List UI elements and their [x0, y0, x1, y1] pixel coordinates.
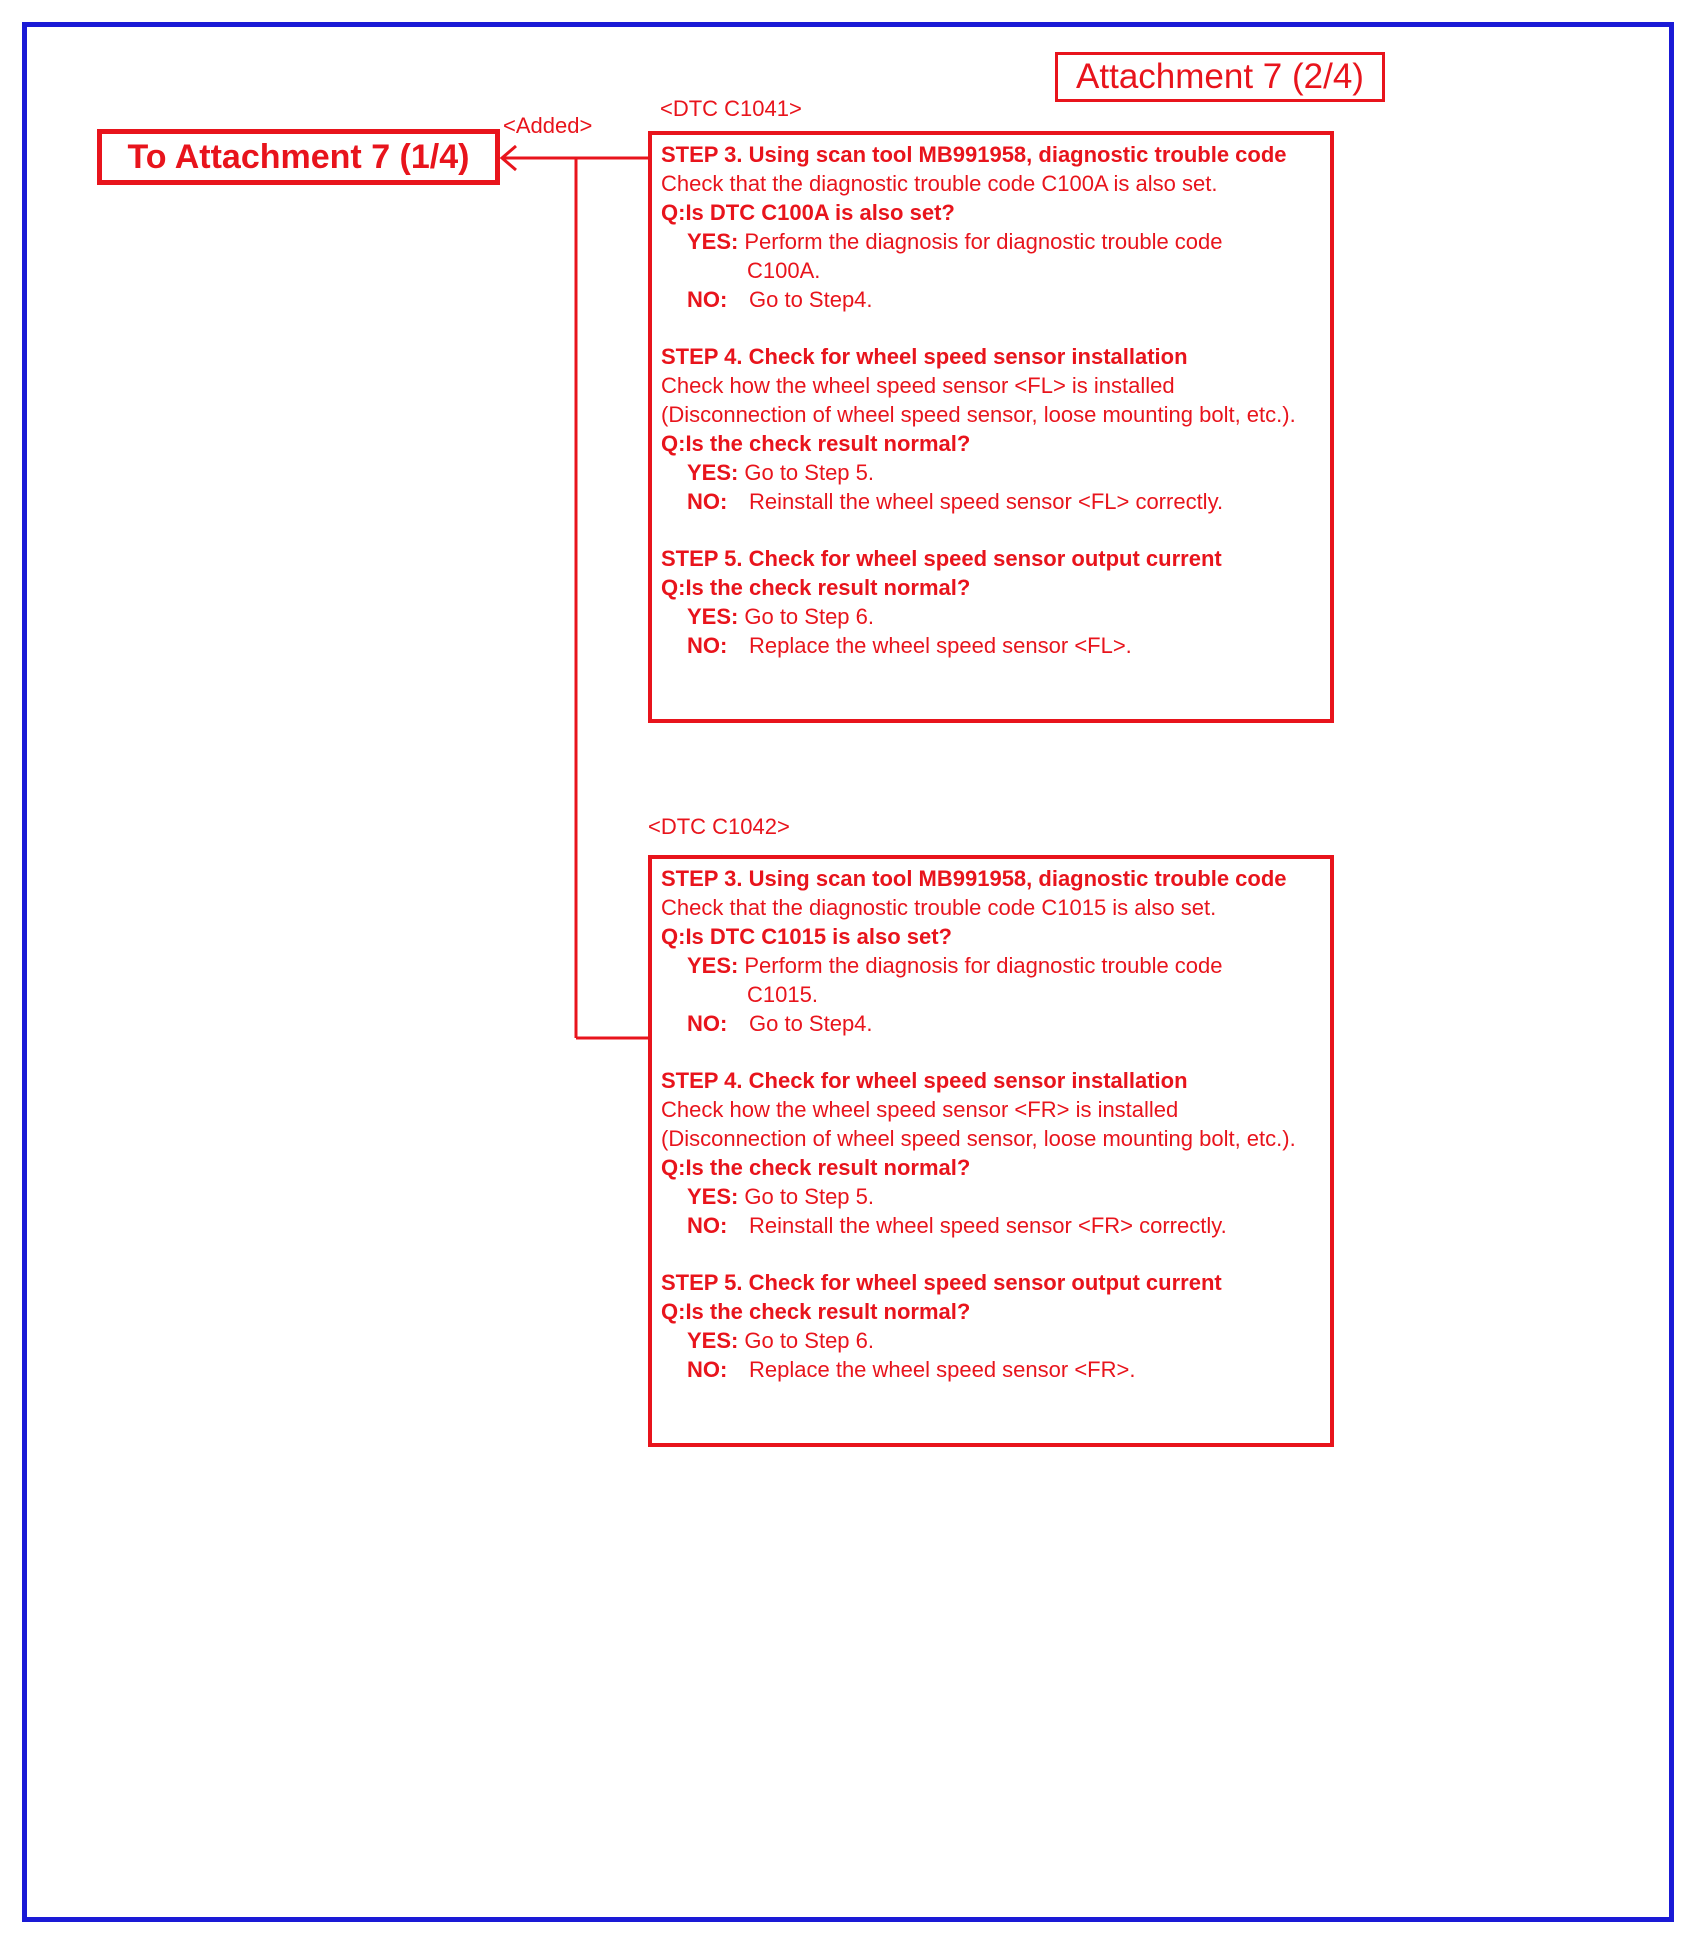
- yes-key: YES:: [687, 953, 739, 978]
- step-title: STEP 5. Check for wheel speed sensor output current: [661, 1270, 1222, 1295]
- yes-text: Go to Step 5.: [744, 1184, 874, 1209]
- no-answer: [661, 631, 1322, 660]
- no-answer: [661, 1211, 1322, 1240]
- step-5: [661, 544, 1322, 660]
- dtc-label-c1042: <DTC C1042>: [648, 814, 790, 839]
- no-answer: [661, 1355, 1322, 1384]
- step-3: [661, 140, 1322, 314]
- step-question: Q:Is the check result normal?: [661, 575, 971, 600]
- step-3: [661, 864, 1322, 1038]
- no-answer: [661, 487, 1322, 516]
- yes-key: YES:: [687, 1328, 739, 1353]
- step-text: Check how the wheel speed sensor <FR> is installed (Disconnection of wheel speed sensor, loose mounting bolt, etc.).: [661, 1097, 1296, 1151]
- step-question: Q:Is the check result normal?: [661, 1299, 971, 1324]
- step-question: Q:Is DTC C100A is also set?: [661, 200, 955, 225]
- to-attachment-link[interactable]: To Attachment 7 (1/4): [97, 129, 500, 185]
- step-text: Check that the diagnostic trouble code C100A is also set.: [661, 171, 1218, 196]
- step-question: Q:Is DTC C1015 is also set?: [661, 924, 952, 949]
- yes-text: Perform the diagnosis for diagnostic trouble code: [744, 229, 1223, 254]
- yes-text: Go to Step 6.: [744, 1328, 874, 1353]
- yes-continuation: C1015.: [747, 982, 818, 1007]
- step-title: STEP 5. Check for wheel speed sensor output current: [661, 546, 1222, 571]
- yes-answer: [661, 458, 1322, 487]
- yes-key: YES:: [687, 1184, 739, 1209]
- yes-answer: [661, 602, 1322, 631]
- no-answer: [661, 285, 1322, 314]
- no-text: Replace the wheel speed sensor <FR>.: [749, 1357, 1136, 1382]
- no-key: NO:: [687, 633, 728, 658]
- no-text: Reinstall the wheel speed sensor <FL> correctly.: [749, 489, 1224, 514]
- no-answer: [661, 1009, 1322, 1038]
- no-text: Go to Step4.: [749, 287, 873, 312]
- yes-answer: [661, 1326, 1322, 1355]
- step-question: Q:Is the check result normal?: [661, 1155, 971, 1180]
- step-title: STEP 4. Check for wheel speed sensor installation: [661, 1068, 1188, 1093]
- no-text: Go to Step4.: [749, 1011, 873, 1036]
- dtc-c1042-box: [648, 855, 1334, 1447]
- no-key: NO:: [687, 489, 728, 514]
- yes-text: Go to Step 5.: [744, 460, 874, 485]
- no-key: NO:: [687, 287, 728, 312]
- step-text: Check how the wheel speed sensor <FL> is installed (Disconnection of wheel speed sensor, loose mounting bolt, etc.).: [661, 373, 1296, 427]
- yes-text: Go to Step 6.: [744, 604, 874, 629]
- dtc-c1041-box: [648, 131, 1334, 723]
- step-5: [661, 1268, 1322, 1384]
- dtc-label-c1041: <DTC C1041>: [660, 96, 802, 121]
- yes-key: YES:: [687, 604, 739, 629]
- yes-text: Perform the diagnosis for diagnostic trouble code: [744, 953, 1223, 978]
- yes-key: YES:: [687, 460, 739, 485]
- step-text: Check that the diagnostic trouble code C1015 is also set.: [661, 895, 1217, 920]
- step-title: STEP 3. Using scan tool MB991958, diagnostic trouble code: [661, 142, 1287, 167]
- yes-continuation: C100A.: [747, 258, 821, 283]
- step-title: STEP 4. Check for wheel speed sensor installation: [661, 344, 1188, 369]
- yes-answer: [661, 227, 1322, 256]
- step-4: [661, 342, 1322, 516]
- added-label: <Added>: [503, 113, 593, 138]
- yes-answer: [661, 951, 1322, 980]
- yes-answer: [661, 1182, 1322, 1211]
- step-4: [661, 1066, 1322, 1240]
- no-key: NO:: [687, 1011, 728, 1036]
- attachment-title: Attachment 7 (2/4): [1055, 52, 1385, 102]
- yes-key: YES:: [687, 229, 739, 254]
- no-key: NO:: [687, 1213, 728, 1238]
- step-question: Q:Is the check result normal?: [661, 431, 971, 456]
- no-text: Reinstall the wheel speed sensor <FR> correctly.: [749, 1213, 1227, 1238]
- no-key: NO:: [687, 1357, 728, 1382]
- step-title: STEP 3. Using scan tool MB991958, diagnostic trouble code: [661, 866, 1287, 891]
- no-text: Replace the wheel speed sensor <FL>.: [749, 633, 1132, 658]
